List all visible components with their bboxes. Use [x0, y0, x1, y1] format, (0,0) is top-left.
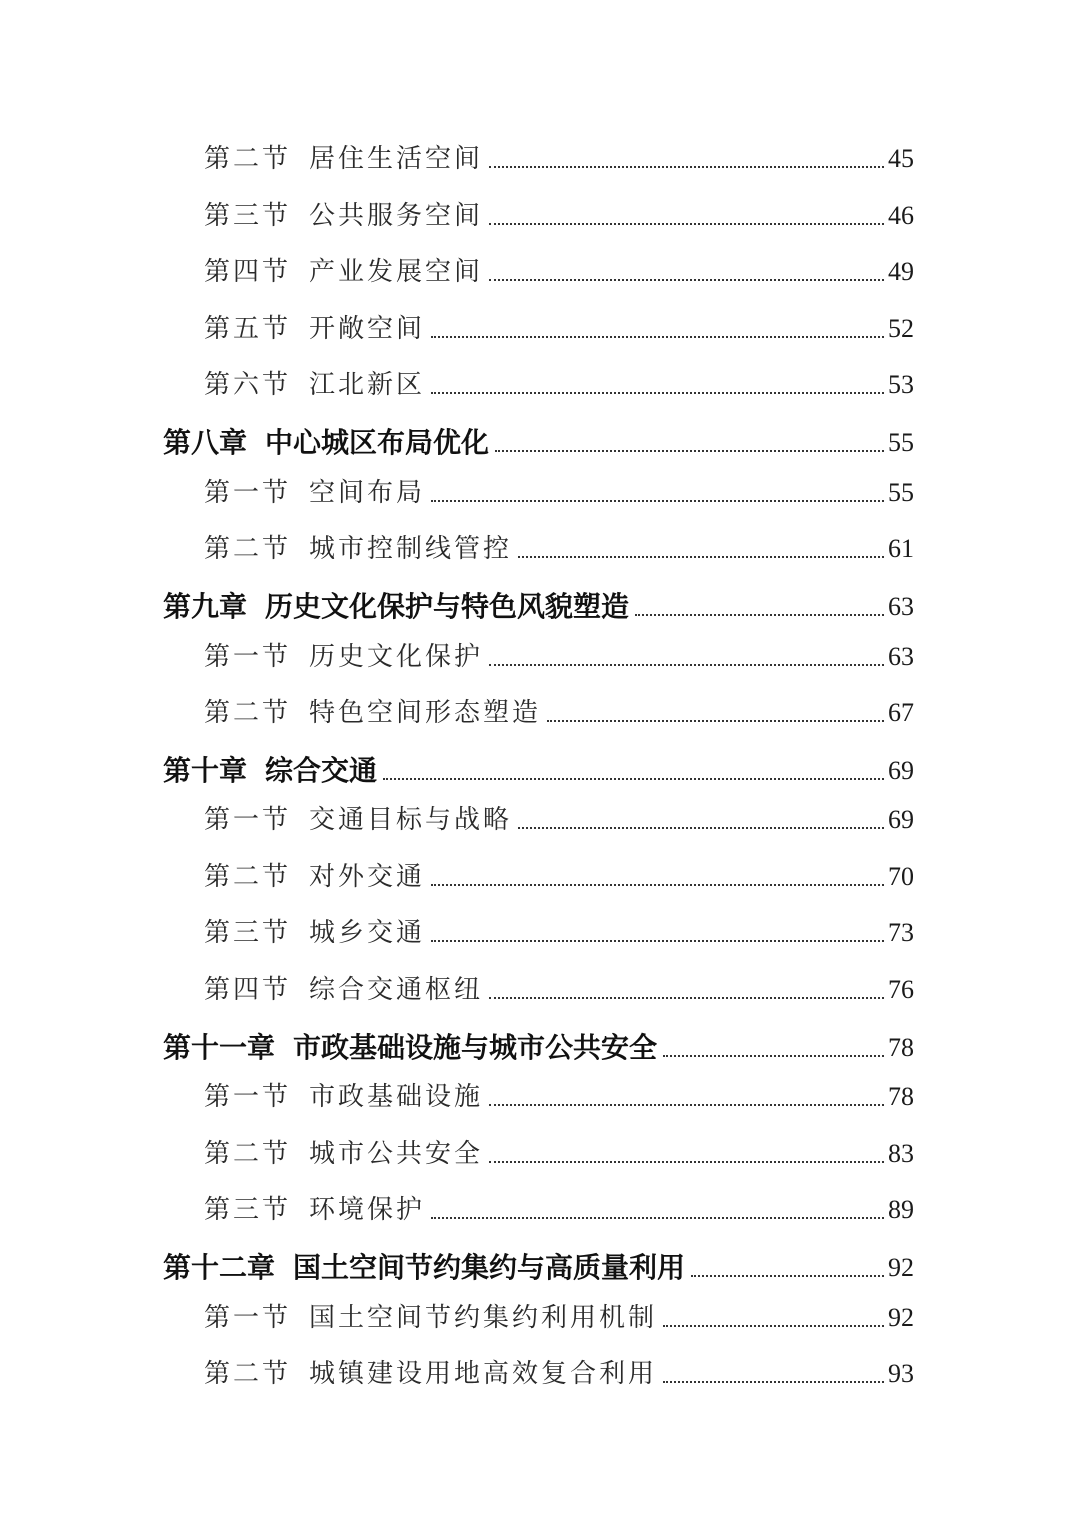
section-number: 第二节: [204, 1139, 292, 1169]
page-number: 69: [888, 756, 914, 785]
entry-label: [204, 1192, 425, 1228]
toc-entry-section[interactable]: [204, 311, 914, 347]
dot-leader: [691, 1275, 884, 1277]
entry-label: [204, 367, 425, 403]
page-number: 45: [888, 144, 914, 173]
section-number: 第三节: [204, 918, 292, 948]
dot-leader: [489, 997, 884, 999]
chapter-title: 市政基础设施与城市公共安全: [293, 1031, 658, 1064]
section-title: 特色空间形态塑造: [309, 698, 542, 728]
entry-label: [204, 915, 425, 951]
section-number: 第二节: [204, 534, 292, 564]
section-title: 公共服务空间: [309, 201, 484, 231]
dot-leader: [489, 664, 884, 666]
page-number: 53: [888, 370, 914, 399]
section-number: 第二节: [204, 698, 292, 728]
chapter-title: 历史文化保护与特色风貌塑造: [265, 590, 630, 623]
toc-entry-section[interactable]: [204, 1079, 914, 1115]
page-number: 63: [888, 592, 914, 621]
entry-label: [204, 254, 483, 290]
page-number: 61: [888, 534, 914, 563]
page-number: 67: [888, 698, 914, 727]
toc-entry-section[interactable]: [204, 1192, 914, 1228]
dot-leader: [547, 720, 884, 722]
section-number: 第四节: [204, 257, 292, 287]
toc-entry-section[interactable]: [204, 531, 914, 567]
dot-leader: [489, 279, 884, 281]
entry-label: [204, 198, 483, 234]
section-title: 交通目标与战略: [309, 805, 513, 835]
dot-leader: [489, 166, 884, 168]
page-number: 76: [888, 975, 914, 1004]
section-number: 第一节: [204, 1303, 292, 1333]
section-number: 第三节: [204, 201, 292, 231]
chapter-title: 综合交通: [265, 754, 378, 787]
section-number: 第一节: [204, 1082, 292, 1112]
page-number: 63: [888, 642, 914, 671]
page-number: 93: [888, 1359, 914, 1388]
entry-label: [163, 1250, 685, 1286]
dot-leader: [663, 1325, 884, 1327]
toc-entry-section[interactable]: [204, 695, 914, 731]
page-number: 73: [888, 918, 914, 947]
toc-entry-chapter[interactable]: [163, 1250, 914, 1286]
page-number: 92: [888, 1253, 914, 1282]
toc-entry-chapter[interactable]: [163, 1030, 914, 1066]
page-number: 92: [888, 1303, 914, 1332]
dot-leader: [518, 827, 884, 829]
dot-leader: [489, 223, 884, 225]
section-number: 第五节: [204, 314, 292, 344]
dot-leader: [431, 884, 884, 886]
entry-label: [204, 639, 483, 675]
page-number: 55: [888, 478, 914, 507]
dot-leader: [431, 392, 884, 394]
section-title: 城市控制线管控: [309, 534, 513, 564]
toc-entry-section[interactable]: [204, 254, 914, 290]
section-title: 综合交通枢纽: [309, 975, 484, 1005]
entry-label: [204, 859, 425, 895]
toc-entry-section[interactable]: [204, 367, 914, 403]
section-number: 第三节: [204, 1195, 292, 1225]
dot-leader: [663, 1055, 884, 1057]
section-number: 第四节: [204, 975, 292, 1005]
section-title: 城市公共安全: [309, 1139, 484, 1169]
dot-leader: [383, 778, 884, 780]
dot-leader: [431, 940, 884, 942]
toc-entry-section[interactable]: [204, 198, 914, 234]
entry-label: [204, 311, 425, 347]
toc-entry-section[interactable]: [204, 1356, 914, 1392]
entry-label: [204, 1356, 657, 1392]
section-title: 江北新区: [309, 370, 426, 400]
section-title: 开敞空间: [309, 314, 426, 344]
entry-label: [204, 1079, 483, 1115]
dot-leader: [489, 1104, 884, 1106]
toc-entry-section[interactable]: [204, 915, 914, 951]
toc-entry-section[interactable]: [204, 1136, 914, 1172]
section-number: 第二节: [204, 1359, 292, 1389]
toc-entry-section[interactable]: [204, 859, 914, 895]
dot-leader: [489, 1161, 884, 1163]
section-title: 城镇建设用地高效复合利用: [309, 1359, 658, 1389]
chapter-number: 第十一章: [163, 1031, 276, 1064]
section-title: 产业发展空间: [309, 257, 484, 287]
section-number: 第六节: [204, 370, 292, 400]
toc-entry-chapter[interactable]: [163, 753, 914, 789]
entry-label: [204, 475, 425, 511]
entry-label: [163, 425, 489, 461]
page-number: 69: [888, 805, 914, 834]
section-title: 空间布局: [309, 478, 426, 508]
section-title: 居住生活空间: [309, 144, 484, 174]
section-title: 国土空间节约集约利用机制: [309, 1303, 658, 1333]
entry-label: [163, 753, 377, 789]
chapter-title: 中心城区布局优化: [265, 426, 490, 459]
toc-entry-section[interactable]: [204, 639, 914, 675]
page-number: 46: [888, 201, 914, 230]
chapter-number: 第十二章: [163, 1251, 276, 1284]
page-number: 83: [888, 1139, 914, 1168]
section-number: 第一节: [204, 642, 292, 672]
entry-label: [204, 531, 512, 567]
chapter-title: 国土空间节约集约与高质量利用: [293, 1251, 686, 1284]
entry-label: [204, 972, 483, 1008]
toc-entry-section[interactable]: [204, 802, 914, 838]
page-number: 89: [888, 1195, 914, 1224]
toc-entry-section[interactable]: [204, 972, 914, 1008]
entry-label: [204, 802, 512, 838]
page-number: 49: [888, 257, 914, 286]
toc-entry-chapter[interactable]: [163, 425, 914, 461]
section-title: 环境保护: [309, 1195, 426, 1225]
entry-label: [163, 589, 629, 625]
section-number: 第一节: [204, 478, 292, 508]
dot-leader: [431, 336, 884, 338]
section-number: 第二节: [204, 862, 292, 892]
dot-leader: [495, 450, 884, 452]
section-title: 历史文化保护: [309, 642, 484, 672]
dot-leader: [431, 500, 884, 502]
toc-entry-section[interactable]: [204, 141, 914, 177]
dot-leader: [635, 614, 884, 616]
entry-label: [163, 1030, 657, 1066]
page-number: 55: [888, 428, 914, 457]
toc-entry-section[interactable]: [204, 1300, 914, 1336]
page-number: 78: [888, 1082, 914, 1111]
chapter-number: 第十章: [163, 754, 248, 787]
section-title: 对外交通: [309, 862, 426, 892]
page-number: 52: [888, 314, 914, 343]
section-title: 城乡交通: [309, 918, 426, 948]
toc-entry-section[interactable]: [204, 475, 914, 511]
entry-label: [204, 1136, 483, 1172]
entry-label: [204, 695, 541, 731]
section-title: 市政基础设施: [309, 1082, 484, 1112]
section-number: 第一节: [204, 805, 292, 835]
entry-label: [204, 1300, 657, 1336]
entry-label: [204, 141, 483, 177]
chapter-number: 第九章: [163, 590, 248, 623]
chapter-number: 第八章: [163, 426, 248, 459]
toc-entry-chapter[interactable]: [163, 589, 914, 625]
page-number: 78: [888, 1033, 914, 1062]
section-number: 第二节: [204, 144, 292, 174]
dot-leader: [518, 556, 884, 558]
page-number: 70: [888, 862, 914, 891]
dot-leader: [431, 1217, 884, 1219]
dot-leader: [663, 1381, 884, 1383]
